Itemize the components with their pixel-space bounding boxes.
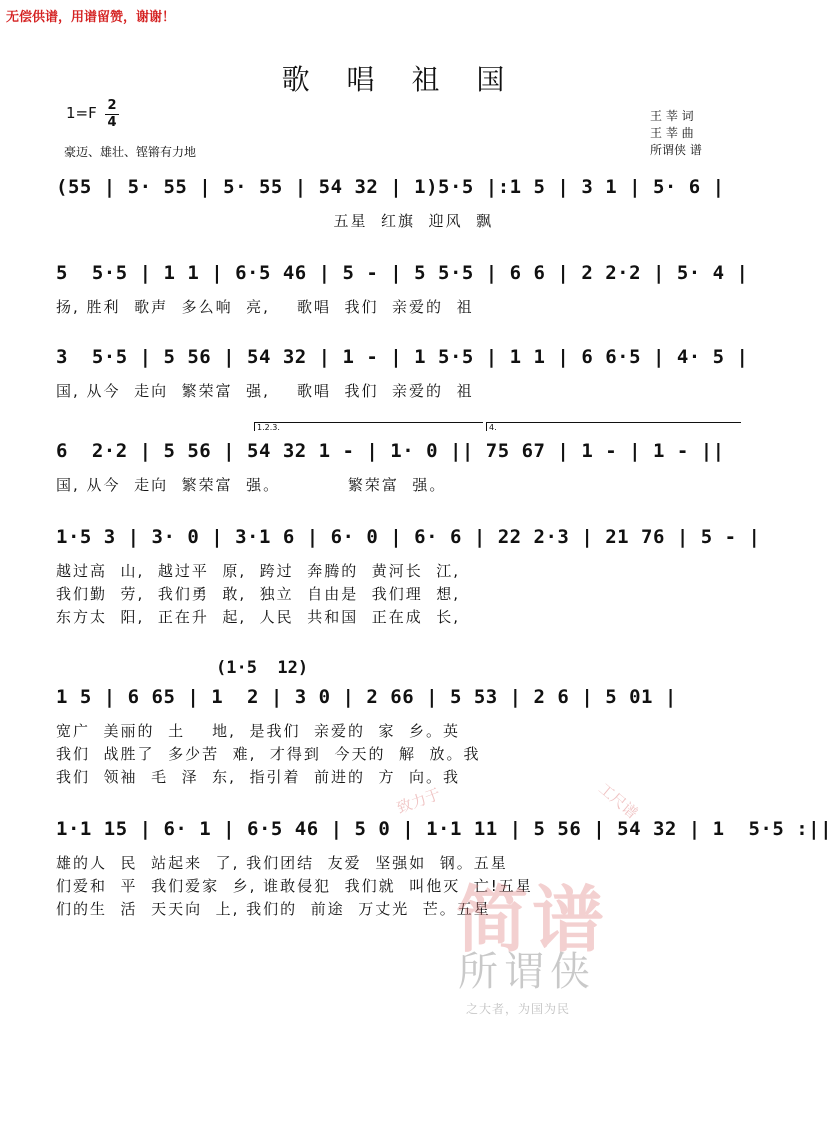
lyric-line: 们的生 活 天天向 上, 我们的 前途 万丈光 芒。五星 — [56, 900, 491, 918]
lyric-line: 扬, 胜利 歌声 多么响 亮, 歌唱 我们 亲爱的 祖 — [56, 298, 474, 316]
notation-line: 5 5·5 | 1 1 | 6·5 46 | 5 - | 5 5·5 | 6 6 | 2 2·2 | 5· 4 | — [56, 262, 749, 284]
lyric-line: 国, 从今 走向 繁荣富 强。 繁荣富 强。 — [56, 476, 447, 494]
page-title: 歌 唱 祖 国 — [281, 63, 519, 96]
score-row — [56, 423, 746, 540]
lyric-line: 们爱和 平 我们爱家 乡, 谁敢侵犯 我们就 叫他灭 亡!五星 — [56, 877, 533, 895]
lyric-line: 我们勤 劳, 我们勇 敢, 独立 自由是 我们理 想, — [56, 585, 461, 603]
watermark-name: 所谓侠 — [458, 949, 596, 995]
notation-line: (55 | 5· 55 | 5· 55 | 54 32 | 1)5·5 |:1 5 | 3 1 | 5· 6 | — [56, 176, 725, 198]
score-row — [56, 346, 749, 446]
volta-first-ending: 1.2.3. — [254, 422, 483, 431]
lyric-line: 我们 战胜了 多少苦 难, 才得到 今天的 解 放。我 — [56, 745, 481, 763]
lyric-line: 宽广 美丽的 土 地, 是我们 亲爱的 家 乡。英 — [56, 722, 461, 740]
score-row — [56, 818, 832, 918]
watermark-seal: 简谱 — [456, 878, 609, 962]
time-signature-bottom: 4 — [107, 115, 117, 130]
key-signature: 1=F — [66, 104, 97, 122]
watermark-slogan: 之大者，为国为民 — [466, 1002, 571, 1016]
tempo-marking: 豪迈、雄壮、铿锵有力地 — [64, 145, 197, 159]
notation-line: 1·5 3 | 3· 0 | 3·1 6 | 6· 0 | 6· 6 | 22 2·3 | 21 76 | 5 - | — [56, 526, 761, 548]
notation-line: 6 2·2 | 5 56 | 54 32 1 - | 1· 0 || 75 67 | 1 - | 1 - || — [56, 440, 725, 462]
credits — [650, 108, 702, 159]
notation-line: 1 5 | 6 65 | 1 2 | 3 0 | 2 66 | 5 53 | 2 6 | 5 01 | — [56, 686, 677, 708]
watermark-arc-left: 致力于 — [394, 784, 443, 818]
header-banner: 无偿供谱，用谱留赞，谢谢！ — [6, 10, 176, 25]
volta-second-ending: 4. — [486, 422, 741, 431]
credit-lyricist: 王 莘 词 — [650, 109, 694, 123]
lyric-line: 国, 从今 走向 繁荣富 强, 歌唱 我们 亲爱的 祖 — [56, 382, 474, 400]
score-row — [56, 526, 761, 626]
lyric-line: 五星 红旗 迎风 飘 — [56, 212, 494, 230]
lyric-line: 雄的人 民 站起来 了, 我们团结 友爱 坚强如 钢。五星 — [56, 854, 508, 872]
credit-arranger: 所谓侠 谱 — [650, 143, 702, 157]
alternate-notes: (1·5 12) — [216, 658, 309, 678]
notation-line: 3 5·5 | 5 56 | 54 32 | 1 - | 1 5·5 | 1 1 | 6 6·5 | 4· 5 | — [56, 346, 749, 368]
time-signature — [104, 98, 120, 131]
time-signature-top: 2 — [107, 98, 117, 113]
credit-composer: 王 莘 曲 — [650, 126, 694, 140]
score-row — [56, 176, 746, 276]
watermark-arc-right: 工尺谱 — [595, 779, 642, 823]
notation-line: 1·1 15 | 6· 1 | 6·5 46 | 5 0 | 1·1 11 | 5 56 | 54 32 | 1 5·5 :|| — [56, 818, 832, 840]
lyric-line: 越过高 山, 越过平 原, 跨过 奔腾的 黄河长 江, — [56, 562, 461, 580]
lyric-line: 东方太 阳, 正在升 起, 人民 共和国 正在成 长, — [56, 608, 461, 626]
score-row — [56, 658, 746, 786]
lyric-line: 我们 领袖 毛 泽 东, 指引着 前进的 方 向。我 — [56, 768, 461, 786]
